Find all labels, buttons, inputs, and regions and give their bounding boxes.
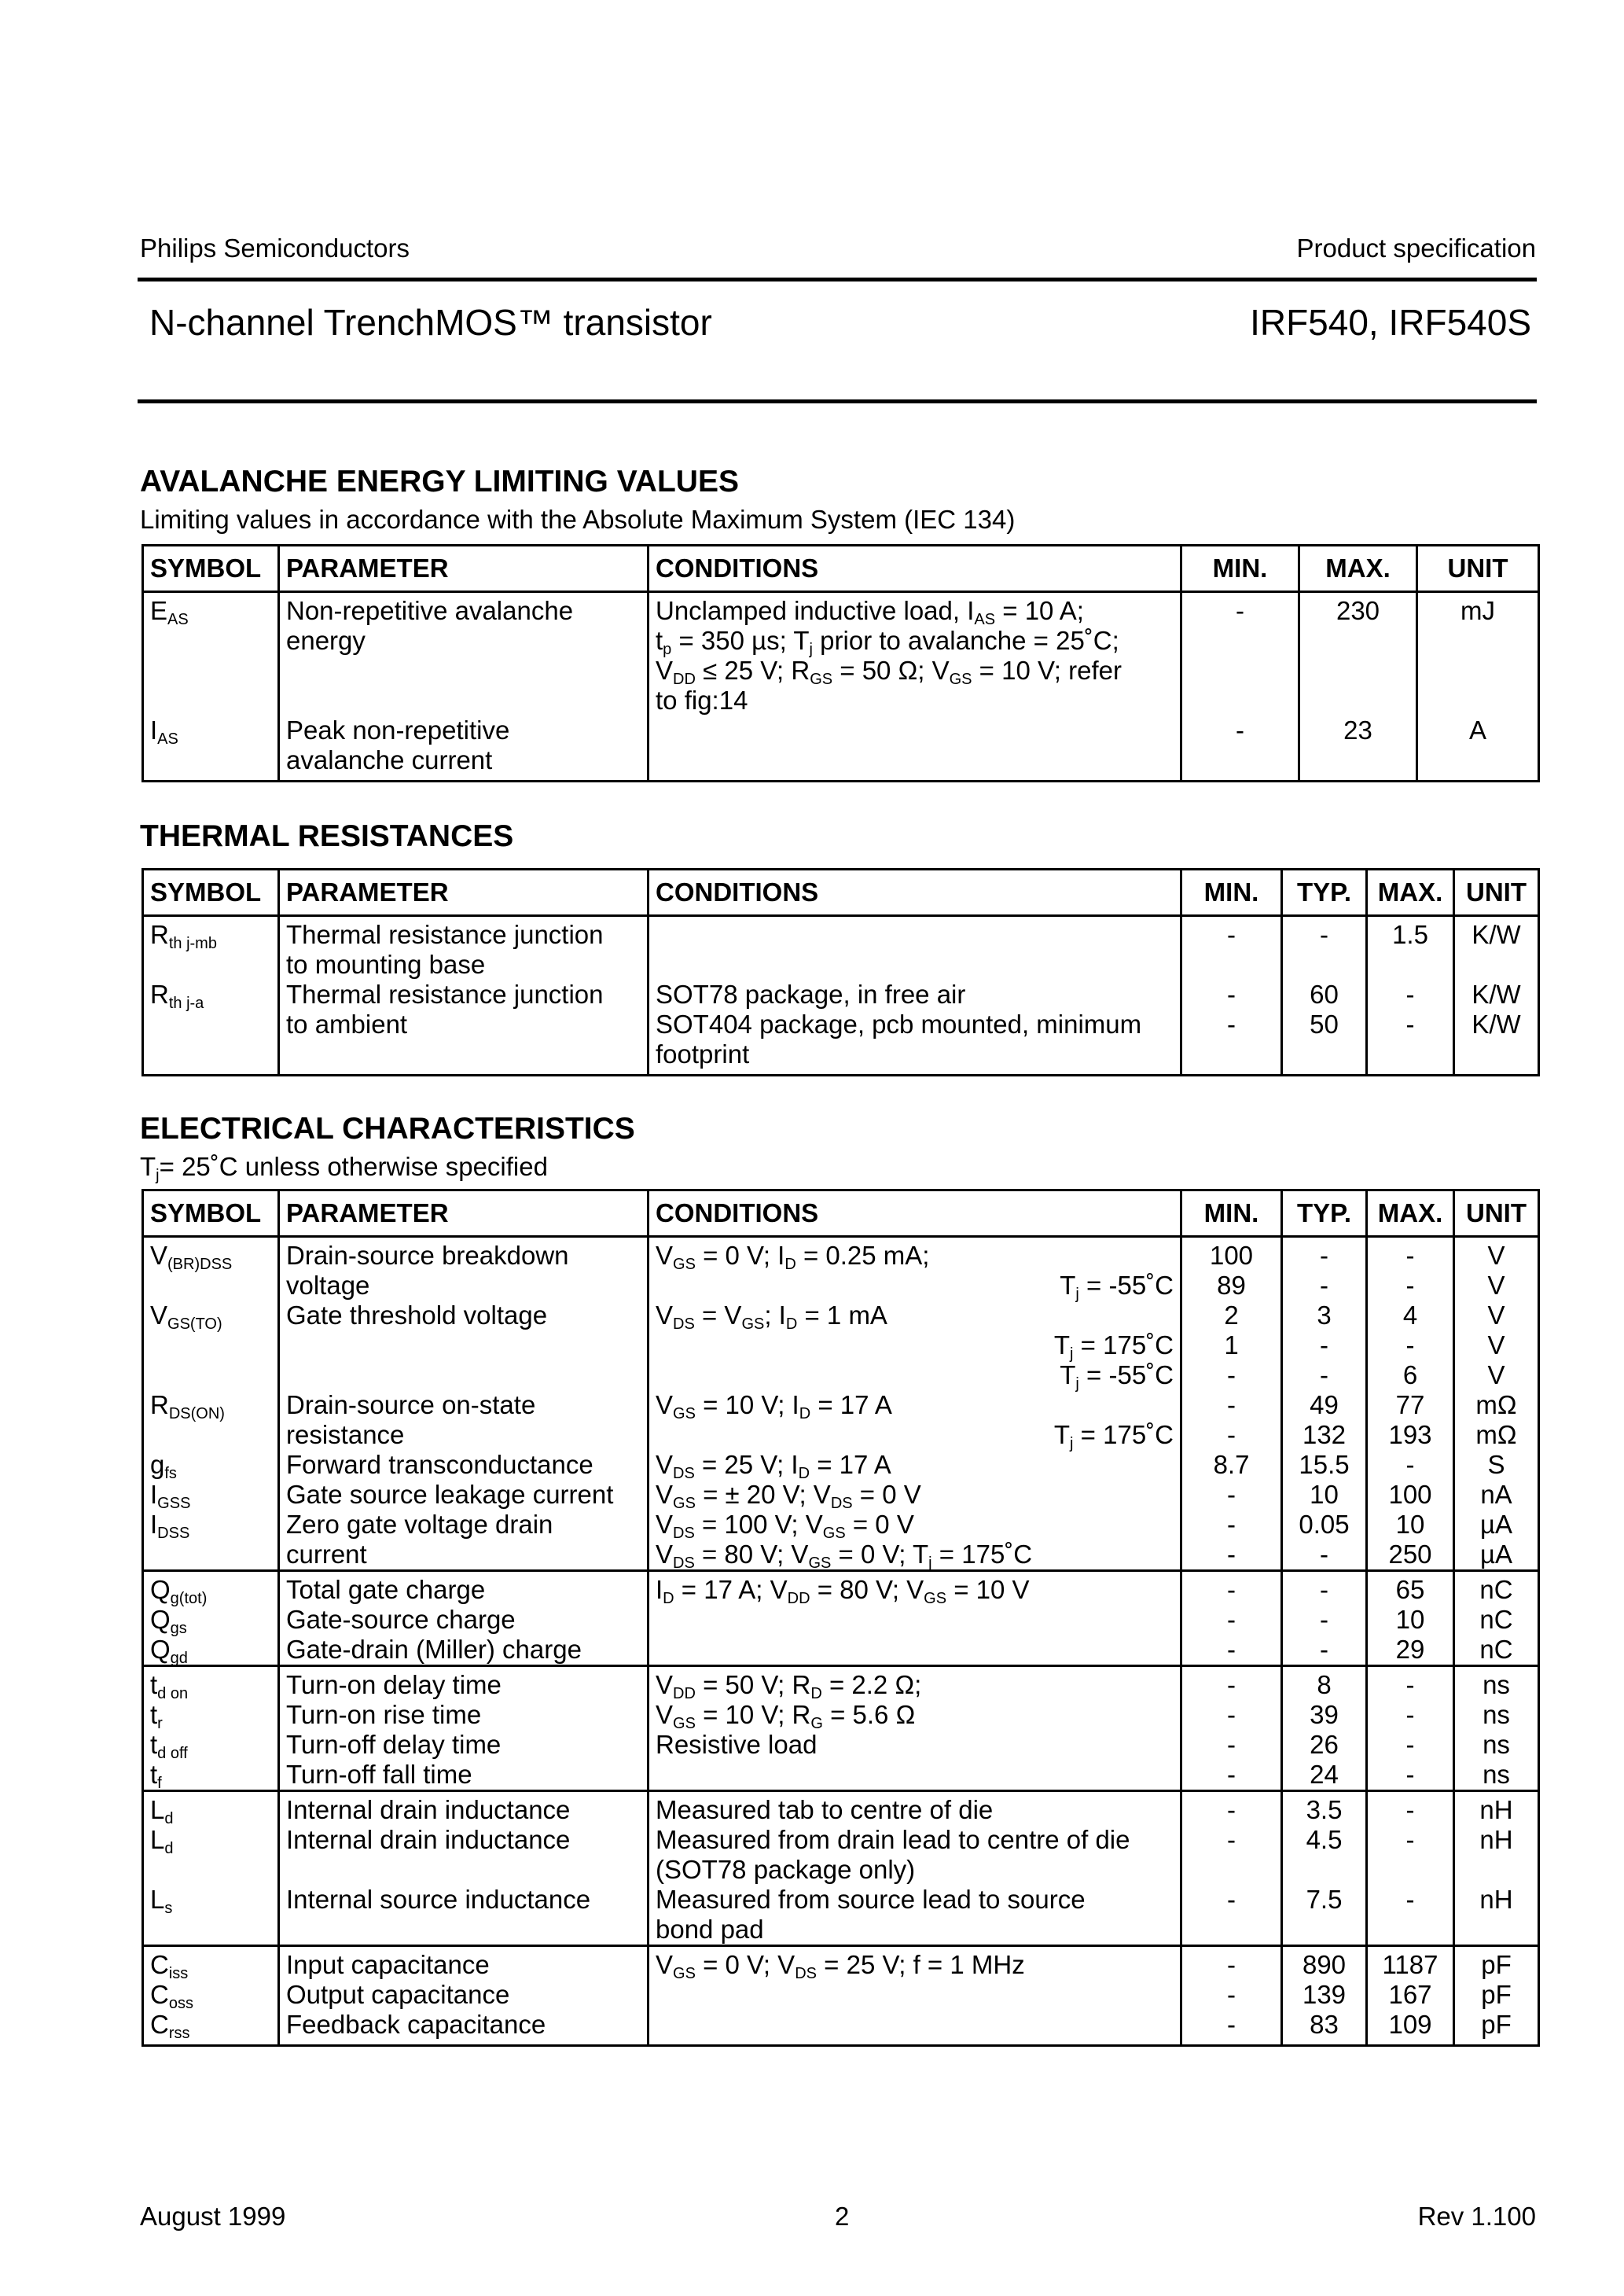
conditions-cell: $V_{DS} = 100$ V; $V_{GS} = 0$ V $V_{DS} = 80$ V; $V_{GS} = 0$ V; $T_j$ = 175˚C (648, 1510, 1181, 1571)
max-cell: 10 (1367, 1605, 1454, 1635)
symbol-cell: $I_{DSS}$ (143, 1510, 279, 1571)
table-row (143, 592, 1539, 716)
symbol-cell: $Q_{gs}$ (143, 1605, 279, 1635)
table-row (143, 1700, 1539, 1730)
typ-cell: 24 (1282, 1760, 1367, 1791)
col-unit: UNIT (1417, 546, 1539, 592)
max-cell: - (1367, 1700, 1454, 1730)
unit-cell: nH (1454, 1885, 1539, 1946)
conditions-cell: $I_D = 17$ A; $V_{DD} = 80$ V; $V_{GS} = 10$ V (648, 1571, 1181, 1606)
symbol-cell: $t_r$ (143, 1700, 279, 1730)
table-row (143, 1390, 1539, 1450)
min-cell: - (1181, 1946, 1282, 1981)
document-title: N-channel TrenchMOS™ transistor (149, 302, 712, 343)
conditions-cell: $V_{GS} = 10$ V; $I_D = 17$ A $T_j$ = 175˚C (648, 1390, 1181, 1450)
col-symbol: SYMBOL (143, 546, 279, 592)
parameter-cell: Non-repetitive avalanche energy (279, 592, 648, 716)
electrical-table (141, 1189, 1540, 2047)
col-max: MAX. (1299, 546, 1417, 592)
conditions-cell: Measured from drain lead to centre of die (SOT78 package only) (648, 1825, 1181, 1885)
header-rule-bottom (138, 399, 1537, 403)
col-min: MIN. (1181, 546, 1299, 592)
table-row (143, 1635, 1539, 1666)
conditions-cell: $V_{DS} = 25$ V; $I_D = 17$ A (648, 1450, 1181, 1480)
table-row (143, 1980, 1539, 2010)
typ-cell: 49 132 (1282, 1390, 1367, 1450)
symbol-cell: $E_{AS}$ (143, 592, 279, 716)
parameter-cell: Gate-drain (Miller) charge (279, 1635, 648, 1666)
table-row (143, 1730, 1539, 1760)
col-min: MIN. (1181, 1190, 1282, 1237)
symbol-cell: $C_{oss}$ (143, 1980, 279, 2010)
col-conditions: CONDITIONS (648, 870, 1181, 916)
unit-cell: mΩ mΩ (1454, 1390, 1539, 1450)
table-header-row (143, 1190, 1539, 1237)
min-cell: 2 1 - (1181, 1301, 1282, 1390)
table-row (143, 1666, 1539, 1701)
parameter-cell: Drain-source breakdown voltage (279, 1237, 648, 1301)
typ-cell: 15.5 (1282, 1450, 1367, 1480)
max-cell: - (1367, 1885, 1454, 1946)
max-cell: 109 (1367, 2010, 1454, 2046)
unit-cell: K/W K/W (1454, 980, 1539, 1076)
min-cell: - (1181, 1480, 1282, 1510)
typ-cell: - (1282, 1605, 1367, 1635)
min-cell: - (1181, 592, 1299, 716)
parameter-cell: Drain-source on-state resistance (279, 1390, 648, 1450)
symbol-cell: $I_{AS}$ (143, 716, 279, 782)
table-row (143, 1885, 1539, 1946)
avalanche-section-subtitle: Limiting values in accordance with the Absolute Maximum System (IEC 134) (140, 505, 1016, 534)
max-cell: - (1367, 1825, 1454, 1885)
table-row (143, 1760, 1539, 1791)
table-row (143, 1450, 1539, 1480)
table-header-row (143, 546, 1539, 592)
unit-cell: nC (1454, 1571, 1539, 1606)
table-row (143, 1480, 1539, 1510)
conditions-cell (648, 1605, 1181, 1635)
min-cell: 8.7 (1181, 1450, 1282, 1480)
symbol-cell: $R_{th j-mb}$ (143, 916, 279, 981)
conditions-cell: Measured tab to centre of die (648, 1791, 1181, 1826)
min-cell: - (1181, 1760, 1282, 1791)
unit-cell: A (1417, 716, 1539, 782)
col-parameter: PARAMETER (279, 546, 648, 592)
avalanche-section-title: AVALANCHE ENERGY LIMITING VALUES (140, 465, 739, 499)
conditions-cell (648, 1760, 1181, 1791)
conditions-cell (648, 716, 1181, 782)
min-cell: 100 89 (1181, 1237, 1282, 1301)
unit-cell: pF (1454, 2010, 1539, 2046)
min-cell: - (1181, 1885, 1282, 1946)
conditions-cell (648, 2010, 1181, 2046)
min-cell: - (1181, 2010, 1282, 2046)
unit-cell: ns (1454, 1760, 1539, 1791)
unit-cell: nA (1454, 1480, 1539, 1510)
max-cell: 29 (1367, 1635, 1454, 1666)
max-cell: 1.5 (1367, 916, 1454, 981)
max-cell: 65 (1367, 1571, 1454, 1606)
typ-cell: 26 (1282, 1730, 1367, 1760)
parameter-cell: Zero gate voltage drain current (279, 1510, 648, 1571)
typ-cell: 4.5 (1282, 1825, 1367, 1885)
symbol-cell: $t_f$ (143, 1760, 279, 1791)
typ-cell: - (1282, 1571, 1367, 1606)
table-row (143, 980, 1539, 1076)
typ-cell: 890 (1282, 1946, 1367, 1981)
table-header-row (143, 870, 1539, 916)
avalanche-table (141, 544, 1540, 782)
col-min: MIN. (1181, 870, 1282, 916)
thermal-section-title: THERMAL RESISTANCES (140, 819, 514, 853)
parameter-cell: Gate source leakage current (279, 1480, 648, 1510)
table-row (143, 1946, 1539, 1981)
typ-cell: 83 (1282, 2010, 1367, 2046)
col-conditions: CONDITIONS (648, 1190, 1181, 1237)
conditions-cell (648, 1635, 1181, 1666)
symbol-cell: $V_{GS(TO)}$ (143, 1301, 279, 1390)
symbol-cell: $g_{fs}$ (143, 1450, 279, 1480)
symbol-cell: $Q_{g(tot)}$ (143, 1571, 279, 1606)
table-row (143, 1791, 1539, 1826)
parameter-cell: Internal drain inductance (279, 1825, 648, 1885)
col-symbol: SYMBOL (143, 870, 279, 916)
symbol-cell: $R_{DS(ON)}$ (143, 1390, 279, 1450)
unit-cell: nC (1454, 1635, 1539, 1666)
unit-cell: V V V (1454, 1301, 1539, 1390)
part-number: IRF540, IRF540S (1250, 302, 1531, 343)
parameter-cell: Turn-on rise time (279, 1700, 648, 1730)
col-symbol: SYMBOL (143, 1190, 279, 1237)
table-row (143, 1237, 1539, 1301)
table-row (143, 916, 1539, 981)
max-cell: 1187 (1367, 1946, 1454, 1981)
unit-cell: µA µA (1454, 1510, 1539, 1571)
max-cell: 100 (1367, 1480, 1454, 1510)
thermal-table (141, 868, 1540, 1076)
unit-cell: ns (1454, 1730, 1539, 1760)
max-cell: 230 (1299, 592, 1417, 716)
table-row (143, 1510, 1539, 1571)
min-cell: - (1181, 1825, 1282, 1885)
min-cell: - (1181, 1605, 1282, 1635)
typ-cell: 60 50 (1282, 980, 1367, 1076)
typ-cell: - - (1282, 1237, 1367, 1301)
col-typ: TYP. (1282, 870, 1367, 916)
col-parameter: PARAMETER (279, 1190, 648, 1237)
min-cell: - (1181, 1571, 1282, 1606)
symbol-cell: $I_{GSS}$ (143, 1480, 279, 1510)
min-cell: - (1181, 1730, 1282, 1760)
unit-cell: V V (1454, 1237, 1539, 1301)
electrical-section-subtitle: $T_j=$ 25˚C unless otherwise specified (140, 1152, 548, 1184)
conditions-cell: SOT78 package, in free air SOT404 package, pcb mounted, minimum footprint (648, 980, 1181, 1076)
parameter-cell: Feedback capacitance (279, 2010, 648, 2046)
min-cell: - (1181, 916, 1282, 981)
col-conditions: CONDITIONS (648, 546, 1181, 592)
parameter-cell: Internal source inductance (279, 1885, 648, 1946)
conditions-cell: $V_{GS} = 10$ V; $R_G = 5.6$ Ω (648, 1700, 1181, 1730)
conditions-cell: Resistive load (648, 1730, 1181, 1760)
max-cell: 77 193 (1367, 1390, 1454, 1450)
symbol-cell: $L_d$ (143, 1791, 279, 1826)
unit-cell: S (1454, 1450, 1539, 1480)
table-row (143, 1301, 1539, 1390)
table-row (143, 1571, 1539, 1606)
table-row (143, 1825, 1539, 1885)
col-parameter: PARAMETER (279, 870, 648, 916)
conditions-cell: $V_{GS} = 0$ V; $I_D = 0.25$ mA; $T_j$ = -55˚C (648, 1237, 1181, 1301)
max-cell: - (1367, 1760, 1454, 1791)
parameter-cell: Gate threshold voltage (279, 1301, 648, 1390)
typ-cell: 8 (1282, 1666, 1367, 1701)
max-cell: - (1367, 1666, 1454, 1701)
max-cell: - (1367, 1791, 1454, 1826)
conditions-cell: Measured from source lead to source bond pad (648, 1885, 1181, 1946)
max-cell: - (1367, 1450, 1454, 1480)
conditions-cell (648, 1980, 1181, 2010)
electrical-section-title: ELECTRICAL CHARACTERISTICS (140, 1112, 635, 1146)
min-cell: - (1181, 1700, 1282, 1730)
col-typ: TYP. (1282, 1190, 1367, 1237)
conditions-cell: $V_{DS} = V_{GS}$; $I_D = 1$ mA $T_j$ = 175˚C $T_j$ = -55˚C (648, 1301, 1181, 1390)
unit-cell: K/W (1454, 916, 1539, 981)
col-unit: UNIT (1454, 1190, 1539, 1237)
company-name: Philips Semiconductors (140, 234, 410, 263)
max-cell: - - (1367, 980, 1454, 1076)
min-cell: - (1181, 1635, 1282, 1666)
footer-date: August 1999 (140, 2202, 286, 2231)
typ-cell: 3.5 (1282, 1791, 1367, 1826)
unit-cell: mJ (1417, 592, 1539, 716)
parameter-cell: Turn-off delay time (279, 1730, 648, 1760)
min-cell: - - (1181, 1390, 1282, 1450)
document-type: Product specification (1296, 234, 1536, 263)
conditions-cell: Unclamped inductive load, $I_{AS} = 10$ A; $t_p = 350$ µs; $T_j$ prior to avalanche = 25˚C; $V_{DD} \le 25$ V; $R_{GS} = 50$ Ω; $V_{GS} = 10$ V; refer to fig:14 (648, 592, 1181, 716)
unit-cell: ns (1454, 1666, 1539, 1701)
parameter-cell: Peak non-repetitive avalanche current (279, 716, 648, 782)
max-cell: 4 - 6 (1367, 1301, 1454, 1390)
unit-cell: nH (1454, 1825, 1539, 1885)
symbol-cell: $t_{d off}$ (143, 1730, 279, 1760)
max-cell: - - (1367, 1237, 1454, 1301)
typ-cell: 0.05 - (1282, 1510, 1367, 1571)
parameter-cell: Input capacitance (279, 1946, 648, 1981)
parameter-cell: Turn-on delay time (279, 1666, 648, 1701)
typ-cell: 7.5 (1282, 1885, 1367, 1946)
max-cell: 10 250 (1367, 1510, 1454, 1571)
min-cell: - (1181, 1791, 1282, 1826)
conditions-cell (648, 916, 1181, 981)
conditions-cell: $V_{GS} = 0$ V; $V_{DS} = 25$ V; f = 1 MHz (648, 1946, 1181, 1981)
parameter-cell: Thermal resistance junction to mounting base (279, 916, 648, 981)
unit-cell: nC (1454, 1605, 1539, 1635)
unit-cell: ns (1454, 1700, 1539, 1730)
typ-cell: 3 - - (1282, 1301, 1367, 1390)
typ-cell: 139 (1282, 1980, 1367, 2010)
symbol-cell: $R_{th j-a}$ (143, 980, 279, 1076)
symbol-cell: $t_{d on}$ (143, 1666, 279, 1701)
conditions-cell: $V_{DD} = 50$ V; $R_D = 2.2$ Ω; (648, 1666, 1181, 1701)
max-cell: 23 (1299, 716, 1417, 782)
min-cell: - (1181, 1666, 1282, 1701)
min-cell: - (1181, 716, 1299, 782)
footer-revision: Rev 1.100 (1417, 2202, 1536, 2231)
unit-cell: nH (1454, 1791, 1539, 1826)
col-unit: UNIT (1454, 870, 1539, 916)
parameter-cell: Thermal resistance junction to ambient (279, 980, 648, 1076)
page-number: 2 (835, 2202, 850, 2231)
parameter-cell: Forward transconductance (279, 1450, 648, 1480)
table-row (143, 716, 1539, 782)
typ-cell: - (1282, 1635, 1367, 1666)
symbol-cell: $L_s$ (143, 1885, 279, 1946)
parameter-cell: Turn-off fall time (279, 1760, 648, 1791)
parameter-cell: Output capacitance (279, 1980, 648, 2010)
parameter-cell: Total gate charge (279, 1571, 648, 1606)
symbol-cell: $Q_{gd}$ (143, 1635, 279, 1666)
header-rule-top (138, 278, 1537, 281)
symbol-cell: $L_d$ (143, 1825, 279, 1885)
symbol-cell: $C_{iss}$ (143, 1946, 279, 1981)
parameter-cell: Gate-source charge (279, 1605, 648, 1635)
typ-cell: 39 (1282, 1700, 1367, 1730)
conditions-cell: $V_{GS}$ = ± 20 V; $V_{DS} = 0$ V (648, 1480, 1181, 1510)
max-cell: 167 (1367, 1980, 1454, 2010)
min-cell: - (1181, 1980, 1282, 2010)
col-max: MAX. (1367, 1190, 1454, 1237)
table-row (143, 2010, 1539, 2046)
min-cell: - - (1181, 980, 1282, 1076)
min-cell: - - (1181, 1510, 1282, 1571)
col-max: MAX. (1367, 870, 1454, 916)
max-cell: - (1367, 1730, 1454, 1760)
typ-cell: - (1282, 916, 1367, 981)
parameter-cell: Internal drain inductance (279, 1791, 648, 1826)
unit-cell: pF (1454, 1946, 1539, 1981)
table-row (143, 1605, 1539, 1635)
unit-cell: pF (1454, 1980, 1539, 2010)
symbol-cell: $V_{(BR)DSS}$ (143, 1237, 279, 1301)
typ-cell: 10 (1282, 1480, 1367, 1510)
symbol-cell: $C_{rss}$ (143, 2010, 279, 2046)
